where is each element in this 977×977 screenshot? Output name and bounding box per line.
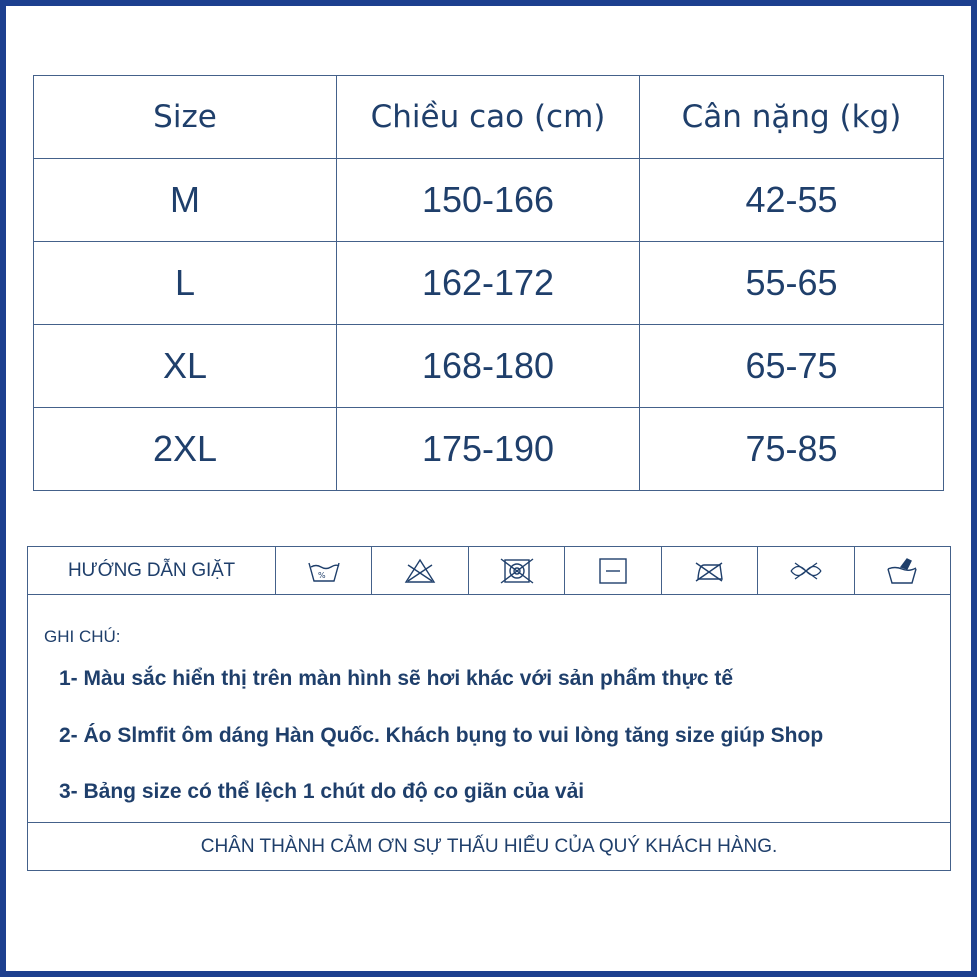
wash-30-icon [276, 547, 372, 594]
cell-weight: 42-55 [640, 159, 944, 242]
wash-guide-box [27, 546, 951, 871]
table-row [34, 408, 944, 491]
wash-icons-row [28, 547, 950, 595]
notes-title: GHI CHÚ: [44, 627, 121, 646]
thank-you-message: CHÂN THÀNH CẢM ƠN SỰ THẤU HIỂU CỦA QUÝ KHÁCH HÀNG. [28, 822, 950, 870]
note-item: 3- Bảng size có thể lệch 1 chút do độ co giãn của vải [59, 780, 585, 803]
cell-height: 168-180 [337, 325, 640, 408]
table-row [34, 325, 944, 408]
cell-height: 150-166 [337, 159, 640, 242]
header-size: Size [34, 76, 337, 159]
no-tumble-dry-icon [469, 547, 565, 594]
table-row [34, 242, 944, 325]
cell-height: 175-190 [337, 408, 640, 491]
no-dry-clean-icon [758, 547, 854, 594]
cell-weight: 55-65 [640, 242, 944, 325]
cell-size: M [34, 159, 337, 242]
cell-weight: 65-75 [640, 325, 944, 408]
table-header-row [34, 76, 944, 159]
cell-size: L [34, 242, 337, 325]
svg-text:%: % [317, 570, 326, 580]
note-item: 2- Áo Slmfit ôm dáng Hàn Quốc. Khách bụng to vui lòng tăng size giúp Shop [59, 724, 824, 747]
note-item: 1- Màu sắc hiển thị trên màn hình sẽ hơi khác với sản phẩm thực tế [59, 667, 734, 690]
dry-flat-icon [565, 547, 661, 594]
hand-wash-icon [855, 547, 950, 594]
table-row [34, 159, 944, 242]
header-height: Chiều cao (cm) [337, 76, 640, 159]
cell-weight: 75-85 [640, 408, 944, 491]
no-bleach-icon [372, 547, 468, 594]
size-chart-table [33, 75, 944, 491]
header-weight: Cân nặng (kg) [640, 76, 944, 159]
cell-height: 162-172 [337, 242, 640, 325]
cell-size: 2XL [34, 408, 337, 491]
wash-guide-label: HƯỚNG DẪN GIẶT [28, 547, 276, 594]
iron-low-icon [662, 547, 758, 594]
cell-size: XL [34, 325, 337, 408]
